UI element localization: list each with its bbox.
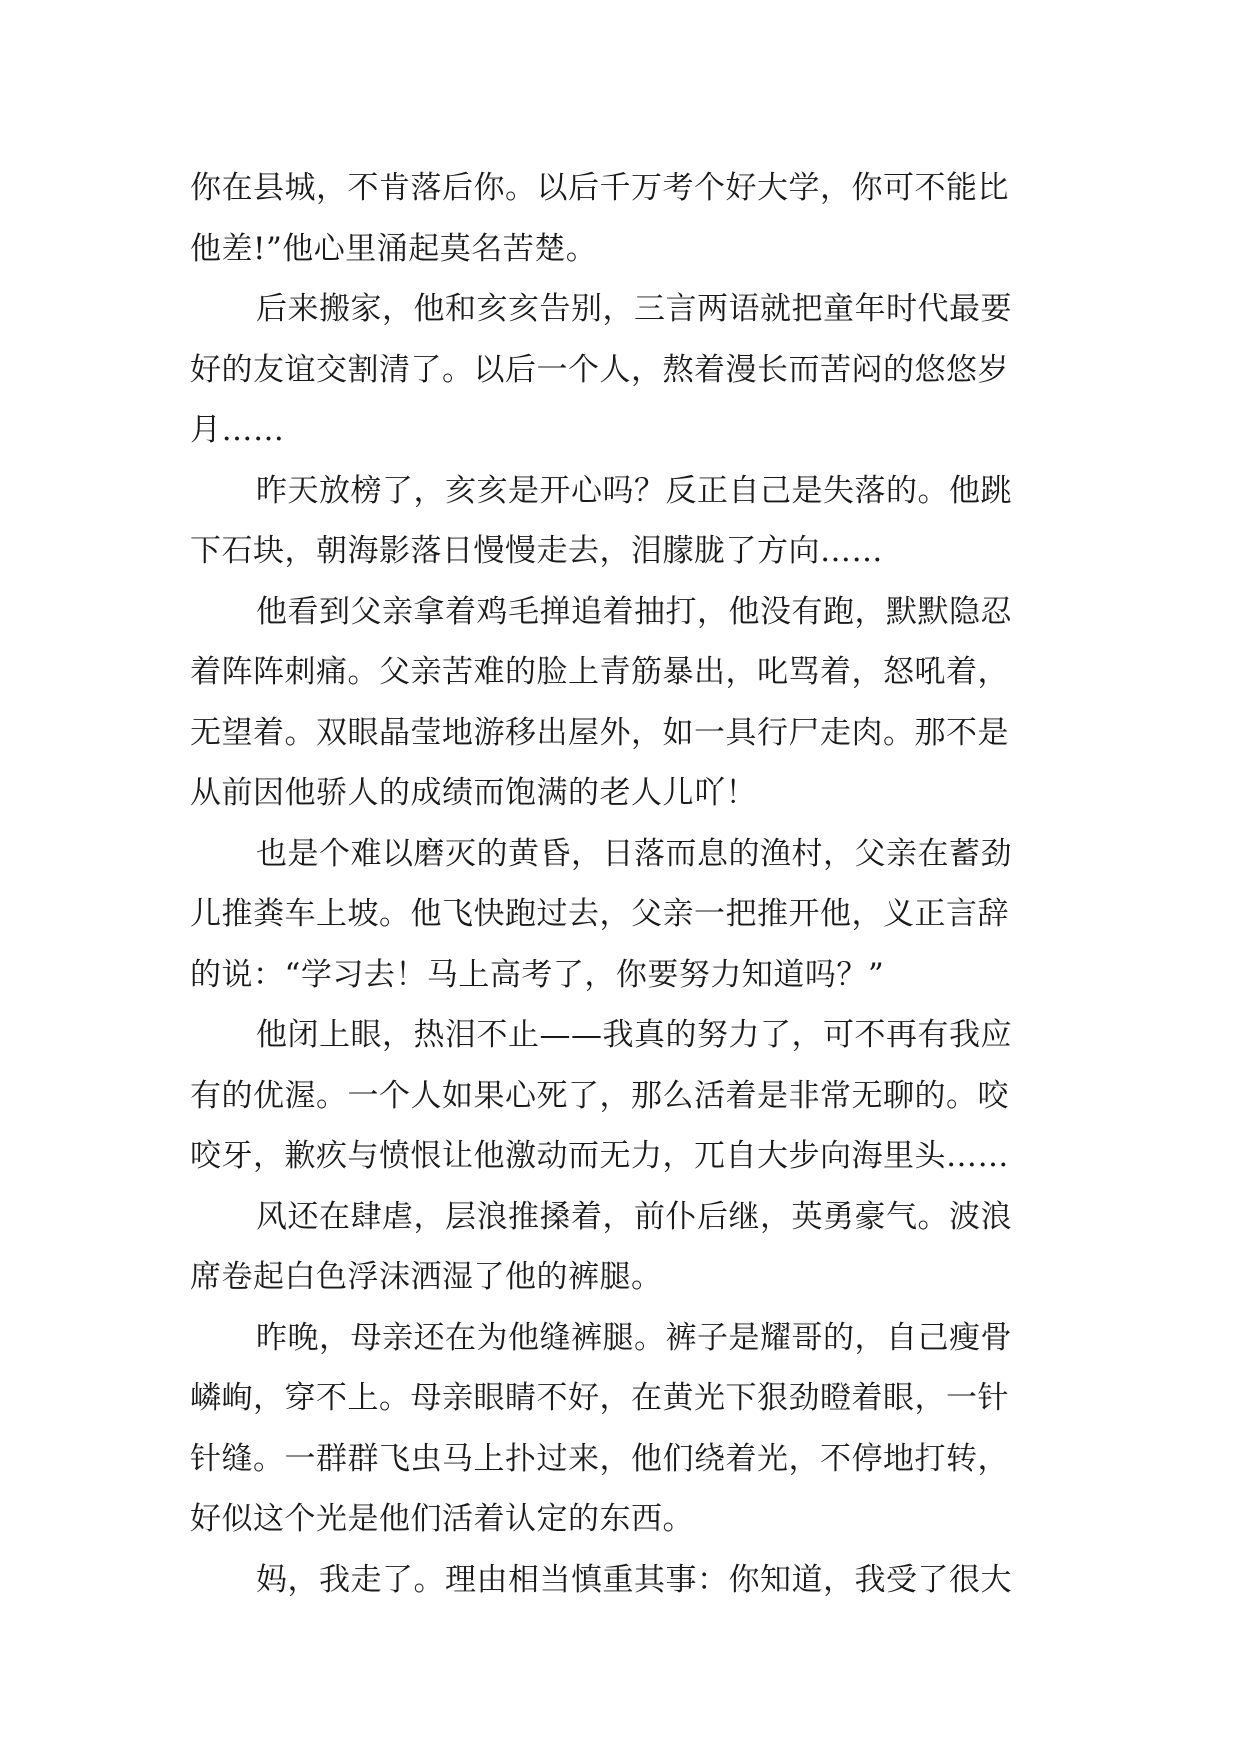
paragraph-first-line: 他看到父亲拿着鸡毛掸追着抽打，他没有跑，默默隐忍 [256, 593, 1012, 630]
text-line: 他差!”他心里涌起莫名苦楚。 [190, 230, 598, 267]
paragraph-first-line: 昨天放榜了，亥亥是开心吗？反正自己是失落的。他跳 [256, 472, 1012, 509]
text-line: 着阵阵刺痛。父亲苦难的脸上青筋暴出，叱骂着，怒吼着， [190, 654, 1009, 690]
text-line: 好似这个光是他们活着认定的东西。 [190, 1501, 694, 1537]
text-line: 的说：“学习去！马上高考了，你要努力知道吗？” [190, 956, 885, 993]
text-line: 无望着。双眼晶莹地游移出屋外，如一具行尸走肉。那不是 [190, 714, 1009, 751]
paragraph-first-line: 风还在肆虐，层浪推搡着，前仆后继，英勇豪气。波浪 [256, 1198, 1012, 1235]
paragraph-first-line: 妈，我走了。理由相当慎重其事：你知道，我受了很大 [256, 1561, 1012, 1598]
body-text [190, 158, 1090, 1610]
text-line: 你在县城，不肯落后你。以后千万考个好大学，你可不能比 [190, 170, 1009, 206]
text-line: 针缝。一群群飞虫马上扑过来，他们绕着光，不停地打转， [190, 1440, 1009, 1477]
text-line: 儿推粪车上坡。他飞快跑过去，父亲一把推开他，义正言辞 [190, 896, 1009, 932]
text-line: 好的友谊交割清了。以后一个人，熬着漫长而苦闷的悠悠岁 [190, 351, 1009, 388]
paragraph-first-line: 后来搬家，他和亥亥告别，三言两语就把童年时代最要 [256, 291, 1012, 327]
text-line: 席卷起白色浮沫洒湿了他的裤腿。 [190, 1259, 663, 1295]
text-line: 嶙峋，穿不上。母亲眼睛不好，在黄光下狠劲瞪着眼，一针 [190, 1380, 1009, 1416]
text-line: 月…… [190, 412, 285, 448]
paragraph-first-line: 昨晚，母亲还在为他缝裤腿。裤子是耀哥的，自己瘦骨 [256, 1319, 1012, 1356]
text-line: 咬牙，歉疚与愤恨让他激动而无力，兀自大步向海里头…… [190, 1138, 1009, 1174]
text-line: 有的优渥。一个人如果心死了，那么活着是非常无聊的。咬 [190, 1077, 1009, 1114]
text-line: 从前因他骄人的成绩而饱满的老人儿吖！ [190, 775, 757, 811]
paragraph-first-line: 也是个难以磨灭的黄昏，日落而息的渔村，父亲在蓄劲 [256, 835, 1012, 872]
text-line: 下石块，朝海影落日慢慢走去，泪朦胧了方向…… [190, 533, 883, 569]
paragraph-first-line: 他闭上眼，热泪不止——我真的努力了，可不再有我应 [256, 1017, 1012, 1053]
